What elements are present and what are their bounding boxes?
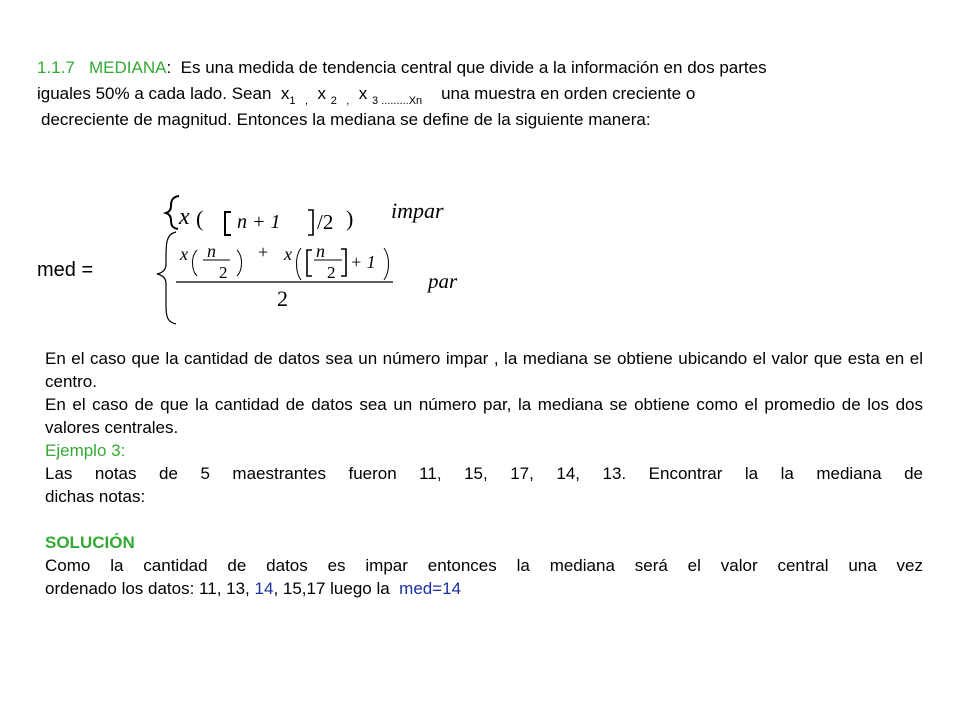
example-line-1: Las notas de 5 maestrantes fueron 11, 15, 17, 14, 13. Encontrar la la mediana de <box>45 464 923 483</box>
section-number: 1.1.7 <box>37 58 75 77</box>
spacer <box>45 508 923 531</box>
intro-line-3: decreciente de magnitud. Entonces la mediana se define de la siguiente manera: <box>41 110 651 129</box>
odd-paren-close: ) <box>346 206 354 231</box>
even-paren-2-close-icon <box>384 248 389 280</box>
example-line-2: dichas notas: <box>45 487 146 506</box>
intro-line-2: iguales 50% a cada lado. Sean $x_1$ $_,$ x $_2$ $_,$ x $_{3 .........Xn}$ una muestra en orden creciente o <box>37 84 696 107</box>
odd-n-plus-1: n + 1 <box>237 211 281 233</box>
even-x2: x <box>284 244 292 264</box>
odd-label: impar <box>391 198 444 223</box>
term-mediana: MEDIANA <box>88 58 167 77</box>
formula-lhs: med = <box>37 259 94 281</box>
body-text <box>45 347 923 600</box>
top-brace-icon <box>166 196 179 229</box>
solution-result: med=14 <box>399 579 462 598</box>
solution-highlight: 14 <box>254 579 274 598</box>
even-paren-1-close-icon <box>237 250 242 276</box>
odd-over-2: /2 <box>317 210 334 234</box>
even-paren-2-icon <box>297 248 302 280</box>
even-bracket-right-icon <box>341 249 346 276</box>
even-x1: x <box>180 244 188 264</box>
left-brace-icon <box>157 232 176 324</box>
example-title: Ejemplo 3: <box>45 441 126 460</box>
even-plus-1: + 1 <box>350 252 376 272</box>
even-bracket-left-icon <box>307 250 312 276</box>
even-n1: n <box>207 241 216 261</box>
odd-bracket-right-icon <box>308 210 313 235</box>
even-label: par <box>428 269 458 293</box>
odd-explanation: En el caso que la cantidad de datos sea un número impar , la mediana se obtiene ubicando el valor que esta en el centro. <box>45 349 923 391</box>
intro-line-1: 1.1.7 MEDIANA: Es una medida de tendencia central que divide a la información en dos partes <box>37 58 767 77</box>
even-n2: n <box>316 241 325 261</box>
odd-paren-open: ( <box>196 206 204 231</box>
even-plus: + <box>258 242 269 262</box>
even-two1: 2 <box>219 263 228 282</box>
definition-text: Es una medida de tendencia central que divide a la información en dos partes <box>180 58 767 77</box>
even-paren-1-icon <box>193 250 198 276</box>
even-denominator: 2 <box>277 286 288 311</box>
odd-bracket-left-icon <box>225 212 231 235</box>
solution-line-2: ordenado los datos: 11, 13, 14, 15,17 luego la med=14 <box>45 579 462 598</box>
solution-line-1: Como la cantidad de datos es impar entonces la mediana será el valor central una vez <box>45 556 923 575</box>
solution-title: SOLUCIÓN <box>45 533 135 552</box>
even-two2: 2 <box>327 263 336 282</box>
odd-x: x <box>179 204 190 230</box>
even-explanation: En el caso de que la cantidad de datos sea un número par, la mediana se obtiene como el promedio de los dos valores centrales. <box>45 395 923 437</box>
